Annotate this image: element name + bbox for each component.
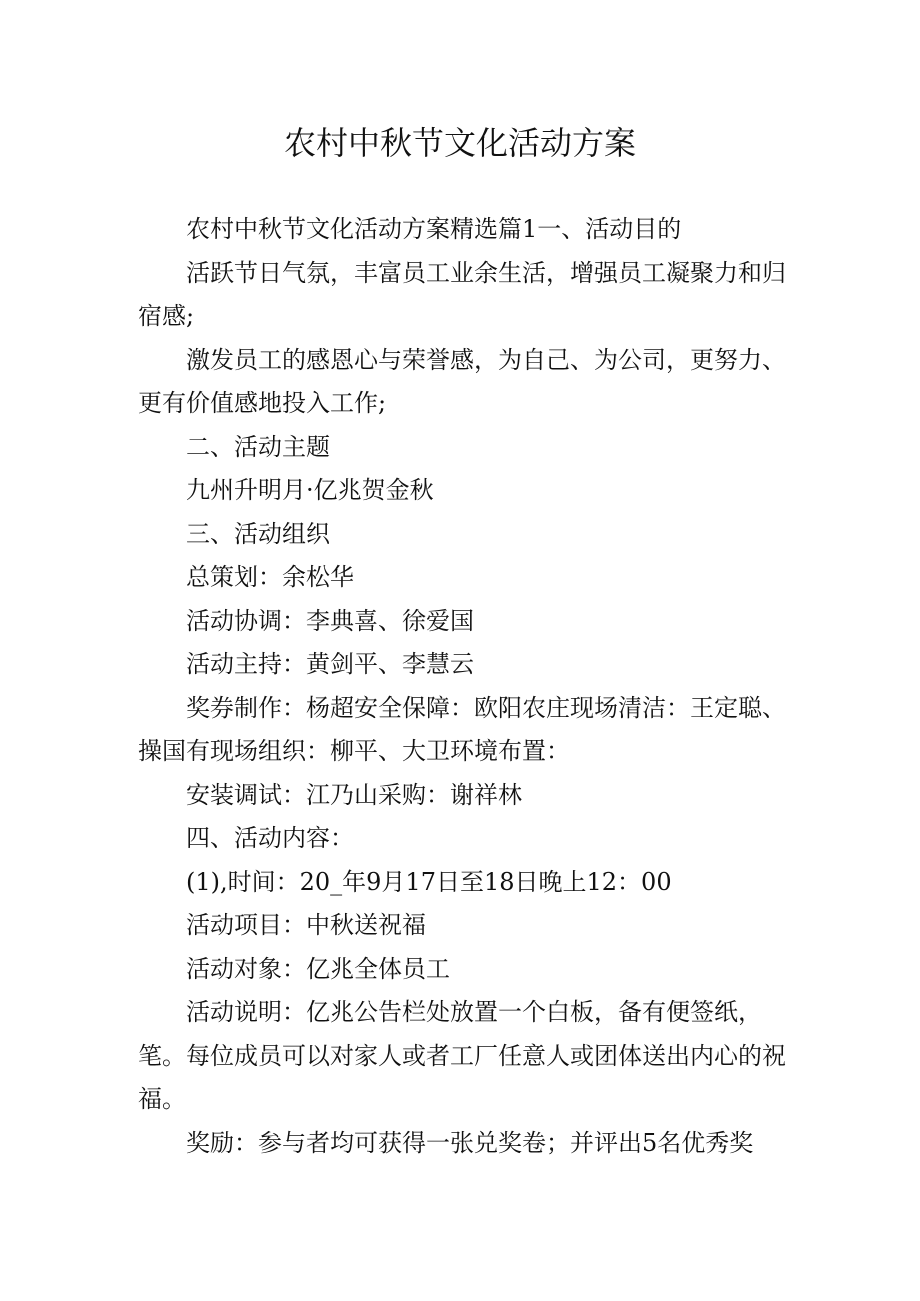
paragraph: 奖励：参与者均可获得一张兑奖卷；并评出5名优秀奖 (186, 1128, 754, 1157)
paragraph: 激发员工的感恩心与荣誉感，为自己、为公司，更努力、更有价值感地投入工作; (138, 345, 786, 417)
paragraph: 活动对象：亿兆全体员工 (186, 954, 450, 983)
paragraph: 活动说明：亿兆公告栏处放置一个白板，备有便签纸，笔。每位成员可以对家人或者工厂任意人或团体送出内心的祝福。 (138, 998, 786, 1113)
paragraph: (1),时间：20_年9月17日至18日晚上12：00 (186, 867, 672, 896)
paragraph: 活动协调：李典喜、徐爱国 (186, 606, 474, 635)
paragraph: 农村中秋节文化活动方案精选篇1一、活动目的 (186, 215, 682, 243)
paragraph: 活跃节日气氛，丰富员工业余生活，增强员工凝聚力和归宿感; (138, 258, 786, 330)
paragraph: 安装调试：江乃山采购：谢祥林 (186, 780, 522, 809)
document-body (138, 208, 788, 1165)
paragraph: 奖券制作：杨超安全保障：欧阳农庄现场清洁：王定聪、操国有现场组织：柳平、大卫环境布置： (138, 693, 786, 765)
paragraph: 总策划：余松华 (186, 563, 354, 591)
document-title: 农村中秋节文化活动方案 (283, 124, 636, 162)
paragraph: 四、活动内容： (186, 824, 354, 852)
paragraph: 二、活动主题 (186, 432, 330, 461)
paragraph: 三、活动组织 (186, 519, 330, 548)
paragraph: 活动项目：中秋送祝福 (186, 911, 426, 939)
paragraph: 九州升明月·亿兆贺金秋 (186, 476, 434, 504)
paragraph: 活动主持：黄剑平、李慧云 (186, 650, 474, 678)
